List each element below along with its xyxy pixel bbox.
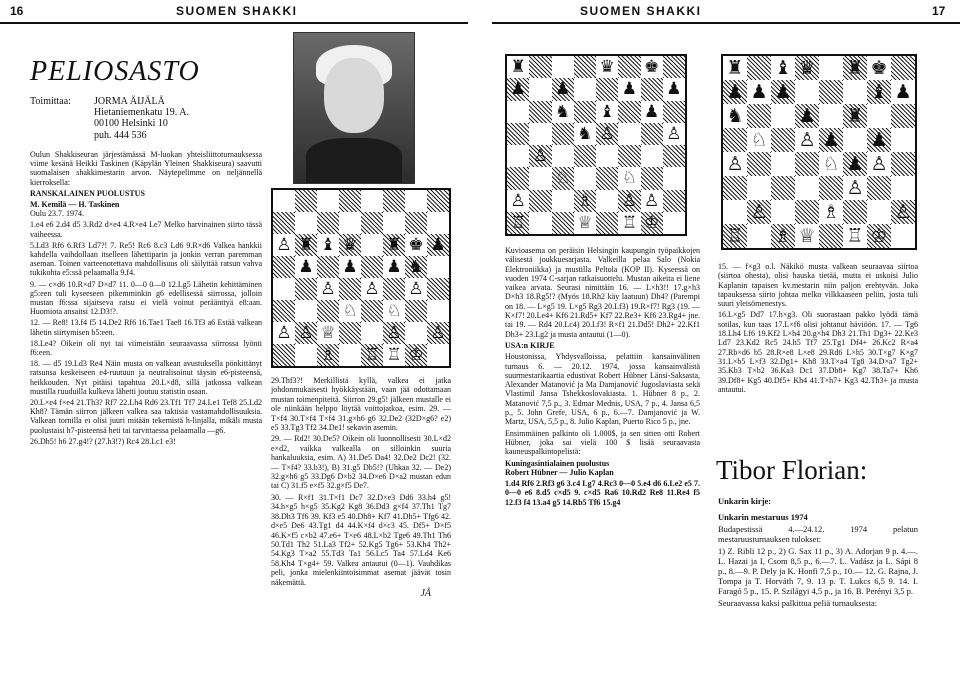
- board-square: [339, 190, 361, 212]
- chess-piece-icon: ♛: [342, 235, 358, 255]
- tibor-text: 1) Z. Ribli 12 p., 2) G. Sax 11 p., 3) A. Adorjan 9 p. 4.—. L. Hazai ja I, Csom 8,5 p., 6.—7. L. Vadász ja L. Sápi 8 p., 8.—9. P. Dely ja K. Honfi 7,5 p., 10.— 12. G. Rajna, J. Tompa ja T. Horváth 7, 9. 13 p. T. Lukcs 6,5 9. 14. I. Faragó 5 p., 15. P. Szilágyi 4,5 p., ja 16. B. Perényi 3,5 p.: [718, 546, 918, 596]
- board-square: [771, 176, 795, 200]
- page-number-left: 16: [10, 4, 24, 18]
- board-square: [843, 128, 867, 152]
- board-square: [618, 145, 640, 167]
- board-square: [273, 256, 295, 278]
- signature: JÄ: [420, 587, 431, 599]
- board-square: [405, 300, 427, 322]
- board-square: [529, 167, 551, 189]
- chess-piece-icon: ♖: [510, 212, 526, 233]
- annotation-text: 15. — f×g3 o.l. Näkikö musta valkean seuraavaa siirtoa (siirtoa ohesta), olisi hauska tietää, mutta ei uskoisi Julio Kaplanin tapaisen kv.mestarin niin paljon erehtyvän. Joka tapauksessa siirto johtaa melko vilkkaaseen peliin, josta tuli suuri yleisömenestys.: [718, 262, 918, 309]
- board-square: [361, 300, 383, 322]
- board-square: [663, 190, 685, 212]
- board-square: [596, 145, 618, 167]
- chess-piece-icon: ♝: [320, 235, 336, 255]
- board-square: [273, 212, 295, 234]
- opening-heading: Kuningasintialainen puolustus: [505, 458, 610, 468]
- board-square: [891, 56, 915, 80]
- board-square: [295, 300, 317, 322]
- board-square: [405, 322, 427, 344]
- editor-line: puh. 444 536: [94, 129, 147, 141]
- chess-piece-icon: ♞: [577, 123, 593, 144]
- board-square: [507, 167, 529, 189]
- board-square: [596, 212, 618, 234]
- board-square: [795, 152, 819, 176]
- board-square: [507, 145, 529, 167]
- chess-piece-icon: ♚: [644, 57, 660, 78]
- diagram-text: Kuvioasema on peräisin Helsingin kaupungin työpaikkojen välisestä joukkuesarjasta. Valkeilla pelaa Salo (Nokia Elektroniikka) ja mustilla Peltola (KOP II). Kyseessä on vuoden 1974 C-sarjan ratkaisuottelu. Mustan aikeita ei liene vaikea arvata. Seurasi nimittäin 16. — L×h3!! 17.g×h3 D×h3 18.Rg5!? (Myös 18.Rh2 käy laatuun) Dh4? (Parempi on 18. — L×g5 19. L×g5 Rg3 20.Lf3) 19.R×f7! Rg3 (19. — K×f7! 20.Le4+ Kf6 21.Rd5+ Kf7 22.Re3+ Kf6 23.Rg4+ jne. tai 19. — Rd4 20.Lc4) 20.Lf3! R×f1 21.Dd5! Dh2+ 22.Kf1 Dh3+ 23.Lg2 ja musta antautui (1—0).: [505, 246, 700, 339]
- chess-piece-icon: ♙: [726, 153, 744, 175]
- board-square: [383, 278, 405, 300]
- board-square: [361, 190, 383, 212]
- board-square: [383, 190, 405, 212]
- board-square: [273, 190, 295, 212]
- chess-piece-icon: ♜: [298, 235, 314, 255]
- chess-piece-icon: ♟: [750, 81, 768, 103]
- board-square: [552, 56, 574, 78]
- game-text: 30. — R×f1 31.T×f1 Dc7 32.D×e3 Dd6 33.h4 g5! 34.h×g5 h×g5 35.Kg2 Kg8 36.Dd3 g×f4 37.Th1 Tg7 38.Dh3 Tf6 39. Kf3 e5 40.Dh8+ Kf7 41.Dh5+ Tfg6 42. d×e5 De6 43.Tg1 d4 44.K×f4 d×c3 45. Df5+ D×f5 46.K×f5 c×b2 47.e6+ T×e6 48.L×b2 Tge6 49.Th1 Th6 50.Td1 Th2 51.La3 Tf2+ 52.Kg5 Tg6+ 53.Kh4 Th2+ 54.Kg3 T×a2 55.Td3 Ta1 56.Lc5 Ta4 57.Ld4 Ke6 58.Kh4 T×g4+ 59. Valkea antautui (0—1). Vauhdikas peli, jonka mielenkiintoisimmat asemat jäävät tosin näkemättä.: [271, 492, 451, 587]
- board-square: [596, 167, 618, 189]
- board-square: [529, 190, 551, 212]
- chess-piece-icon: ♔: [408, 345, 424, 365]
- board-square: [747, 56, 771, 80]
- chess-diagram-3: [721, 54, 917, 250]
- board-square: [723, 176, 747, 200]
- column-1: [30, 150, 262, 448]
- game-text: 20.L×e4 f×e4 21.Th3? Rf7 22.Lh4 Rd6 23.Tf1 Tf7 24.Le1 Tef8 25.Ld2 Kh8? Tämän siirron jälkeen valkea saa taktisia vastamahdollisuuksia. Valkean tornilla ei olisi juuri mitään tekemistä h-linjalla, mikäli musta puolustaisi h7-pisteensä heti tai tarvittaessa pelaamalla —g6.: [30, 398, 262, 435]
- intro-paragraph: Oulun Shakkiseuran järjestämässä M-luokan yhteisliittoturnauksessa viime kesänä Heikki Taskinen (Käpylän Yleinen Shakkiseura) saavutti suomalaisen shakkimestarin arvon. Näytepelimme on neljännellä kierroksella:: [30, 150, 262, 187]
- column-3: [505, 246, 700, 509]
- board-square: [552, 123, 574, 145]
- chess-piece-icon: ♟: [726, 81, 744, 103]
- board-square: [641, 123, 663, 145]
- running-title-left: SUOMEN SHAKKI: [176, 4, 298, 18]
- tibor-text: Seuraavassa kaksi palkittua peliä turnauksesta:: [718, 598, 878, 608]
- chess-piece-icon: ♟: [386, 257, 402, 277]
- board-square: [427, 300, 449, 322]
- chess-piece-icon: ♙: [666, 123, 682, 144]
- tibor-label: Unkarin kirje:: [718, 496, 772, 506]
- board-square: [552, 190, 574, 212]
- board-square: [891, 128, 915, 152]
- board-square: [663, 167, 685, 189]
- board-square: [574, 78, 596, 100]
- board-square: [317, 300, 339, 322]
- board-square: [295, 190, 317, 212]
- board-square: [819, 56, 843, 80]
- header-rule-left: [0, 22, 468, 24]
- game-text: 18.Le4? Oikein oli nyt tai viimeistään seuraavassa siirrossa lyönti f6:een.: [30, 338, 262, 358]
- chess-piece-icon: ♟: [621, 79, 637, 100]
- board-square: [574, 56, 596, 78]
- board-square: [339, 344, 361, 366]
- usa-letter-heading: USA:n KIRJE: [505, 340, 555, 350]
- houston-text: Houstonissa, Yhdysvalloissa, pelattiin kansainvälinen turnaus 6. — 20.12. 1974, jossa kansainvälistä suurmestarikaartia edustivat Robert Hübner Länsi-Saksasta, Alexander Matanović ja Ma Damjanović Jugoslaviasta sekä Vlastimil Jansa Tshekkoslovakiasta. 1. Hübner 8 p., 2. Matanović 7,5 p., 3. Edmar Mednis, USA, 7 p., 4. Jansa 6,5 p., 5. John Grefe, USA, 6 p., 6.—7. Damjanović ja W. Martz, USA, 5,5 p., 8. Julio Kaplan, Puerto Rico 5 p., jne.: [505, 352, 700, 427]
- chess-piece-icon: ♙: [408, 279, 424, 299]
- board-square: [747, 176, 771, 200]
- board-square: [618, 123, 640, 145]
- board-square: [663, 101, 685, 123]
- tibor-title: Tibor Florian:: [716, 455, 868, 485]
- prize-text: Ensimmäinen palkinto oli 1.000$, ja sen sitten otti Robert Hübner, joka sai vielä 100 $ lisää seuraavasta kauneuspalkintopelistä:: [505, 428, 700, 457]
- chess-piece-icon: ♕: [798, 225, 816, 247]
- board-square: [361, 322, 383, 344]
- chess-piece-icon: ♗: [822, 201, 840, 223]
- chess-piece-icon: ♟: [846, 153, 864, 175]
- chess-piece-icon: ♟: [298, 257, 314, 277]
- chess-piece-icon: ♙: [894, 201, 912, 223]
- chess-piece-icon: ♙: [276, 323, 292, 343]
- board-square: [819, 80, 843, 104]
- board-square: [273, 300, 295, 322]
- chess-piece-icon: ♙: [532, 146, 548, 167]
- chess-piece-icon: ♙: [510, 190, 526, 211]
- chess-piece-icon: ♙: [386, 323, 402, 343]
- chess-piece-icon: ♗: [577, 190, 593, 211]
- moves-text: 1.d4 Rf6 2.Rf3 g6 3.c4 Lg7 4.Rc3 0—0 5.e4 d6 6.Le2 e5 7. 0—0 e6 8.d5 c×d5 9. c×d5 Ra6 10.Rd2 Re8 11.Re4 f5 12.f3 f4 13.a4 g5 14.Rb5 Tf6 15.g4: [505, 479, 700, 507]
- game-text: 9. — c×d6 10.R×d7 D×d7 11. 0—0 0—0 12.Lg5 Lähetin kehittäminen g5:een tuli kyseeseen pikemminkin g6 edellisessä siirrossa, jolloin mustan f6:ssa sijaitseva ratsu ei vielä voinut peräänttyä e8:aan. Huomiota ansaitsi 12.D3!?.: [30, 279, 262, 317]
- chess-piece-icon: ♙: [430, 323, 446, 343]
- chess-piece-icon: ♞: [408, 257, 424, 277]
- board-square: [574, 101, 596, 123]
- game-text: 18. — d5 19.Ld3 Re4 Näin musta on valkean avustuksella pönkittänyt ratsunsa keskeiseen e4-ruutuun ja neutralisoinut täysin e6-pisteensä, heikkouden. Nyt pitäisi tapahtua 20.L×d8, sillä jatkossa valkean mustilla ruuduilla kulkeva lähetti joutuu statistin osaan.: [30, 359, 262, 396]
- board-square: [529, 101, 551, 123]
- board-square: [819, 224, 843, 248]
- chess-piece-icon: ♜: [846, 57, 864, 79]
- tibor-text: Budapestissä 4.—24.12. 1974 pelatun mestaruusturnauksen tulokset:: [718, 524, 918, 544]
- chess-piece-icon: ♖: [726, 225, 744, 247]
- chess-piece-icon: ♜: [846, 105, 864, 127]
- chess-piece-icon: ♙: [298, 323, 314, 343]
- chess-piece-icon: ♝: [774, 57, 792, 79]
- chess-diagram-2: [505, 54, 687, 236]
- board-square: [819, 104, 843, 128]
- board-square: [891, 176, 915, 200]
- chess-piece-icon: ♟: [644, 101, 660, 122]
- board-square: [723, 200, 747, 224]
- chess-piece-icon: ♖: [386, 345, 402, 365]
- board-square: [295, 344, 317, 366]
- chess-piece-icon: ♗: [774, 225, 792, 247]
- board-square: [361, 212, 383, 234]
- chess-piece-icon: ♝: [870, 81, 888, 103]
- page-header: [0, 0, 960, 22]
- board-square: [427, 212, 449, 234]
- board-square: [771, 128, 795, 152]
- chess-piece-icon: ♘: [822, 153, 840, 175]
- board-square: [574, 145, 596, 167]
- chess-piece-icon: ♙: [846, 177, 864, 199]
- chess-piece-icon: ♜: [386, 235, 402, 255]
- board-square: [596, 78, 618, 100]
- chess-piece-icon: ♖: [846, 225, 864, 247]
- chess-piece-icon: ♙: [621, 190, 637, 211]
- board-square: [771, 200, 795, 224]
- chess-piece-icon: ♞: [726, 105, 744, 127]
- game-text: 26.Dh5! h6 27.g4!? (27.h3!?) Rc4 28.Lc1 e3!: [30, 436, 176, 446]
- section-title: PELIOSASTO: [30, 56, 200, 87]
- board-square: [891, 152, 915, 176]
- chess-piece-icon: ♙: [320, 279, 336, 299]
- board-square: [405, 190, 427, 212]
- chess-piece-icon: ♟: [870, 129, 888, 151]
- board-square: [529, 212, 551, 234]
- player-photo: [293, 32, 415, 184]
- board-square: [405, 212, 427, 234]
- players-heading: Robert Hübner — Julio Kaplan: [505, 467, 614, 477]
- chess-piece-icon: ♟: [342, 257, 358, 277]
- page-number-right: 17: [932, 4, 946, 18]
- tibor-column: [718, 496, 918, 610]
- board-square: [641, 167, 663, 189]
- chess-piece-icon: ♜: [510, 57, 526, 78]
- board-square: [507, 101, 529, 123]
- board-square: [843, 80, 867, 104]
- chess-piece-icon: ♜: [726, 57, 744, 79]
- chess-piece-icon: ♝: [599, 101, 615, 122]
- chess-piece-icon: ♖: [364, 345, 380, 365]
- board-square: [383, 212, 405, 234]
- header-rule-right: [492, 22, 960, 24]
- editor-block: [30, 96, 270, 141]
- board-square: [339, 322, 361, 344]
- game-date: Oulu 23.7. 1974.: [30, 209, 84, 219]
- board-square: [596, 190, 618, 212]
- chess-piece-icon: ♔: [644, 212, 660, 233]
- board-square: [317, 190, 339, 212]
- board-square: [574, 167, 596, 189]
- board-square: [427, 256, 449, 278]
- board-square: [529, 56, 551, 78]
- editor-line: Hietaniemenkatu 19. A.: [94, 107, 189, 119]
- chess-piece-icon: ♛: [798, 57, 816, 79]
- board-square: [641, 145, 663, 167]
- chess-piece-icon: ♞: [555, 101, 571, 122]
- chess-piece-icon: ♟: [774, 81, 792, 103]
- chess-piece-icon: ♙: [870, 153, 888, 175]
- chess-piece-icon: ♙: [364, 279, 380, 299]
- board-square: [663, 56, 685, 78]
- column-2: [271, 376, 451, 600]
- board-square: [891, 224, 915, 248]
- board-square: [747, 152, 771, 176]
- board-square: [819, 176, 843, 200]
- chess-piece-icon: ♕: [320, 323, 336, 343]
- editor-label: Toimittaa:: [30, 96, 71, 107]
- chess-piece-icon: ♟: [555, 79, 571, 100]
- board-square: [552, 145, 574, 167]
- chess-piece-icon: ♟: [822, 129, 840, 151]
- board-square: [427, 344, 449, 366]
- board-square: [507, 123, 529, 145]
- game-players: M. Kemilä — H. Taskinen: [30, 200, 120, 210]
- board-square: [795, 200, 819, 224]
- game-text: 5.Ld3 Rf6 6.Rf3 Ld7?! 7. Re5! Rc6 8.c3 Ld6 9.R×d6 Valkea hankkii kahdella vaihdollaan itselleen lähettiparin ja jonkin verran paremman aseman. Toinen varteenotettava mahdollisuus oli säilyttää ratsun vahva tukikohta e5:ssä pelaamalla 9.f4.: [30, 240, 262, 278]
- chess-piece-icon: ♟: [510, 79, 526, 100]
- chess-piece-icon: ♘: [750, 129, 768, 151]
- chess-piece-icon: ♔: [870, 225, 888, 247]
- board-square: [295, 212, 317, 234]
- chess-piece-icon: ♙: [599, 123, 615, 144]
- board-square: [427, 190, 449, 212]
- board-square: [663, 212, 685, 234]
- chess-piece-icon: ♙: [276, 235, 292, 255]
- chess-piece-icon: ♙: [750, 201, 768, 223]
- chess-piece-icon: ♘: [621, 168, 637, 189]
- board-square: [317, 212, 339, 234]
- board-square: [747, 104, 771, 128]
- board-square: [317, 256, 339, 278]
- moves-text: 16.L×g5 Dd7 17.h×g3. Oli suorastaan pakko lyödä tämä sotilas, kun taas 17.L×f6 olisi johtanut häviöön. 17. — Tg6 18.Lh4 Lf6 19.Kf2 L×h4 20.g×h4 Dh3 21.Th1 Dg3+ 22.Ke3 Ld7 23.Kd2 Rc5 24.h5 Tf7 25.Tg1 Df4+ 26.Kc2 R×a4 27.Rb×d6 b5 28.R×e8 L×e8 29.Rd6 L×h5 30.T×g7 K×g7 31.L×b5 L×f3 32.Dg1+ Kh8 33.T×a4 Tg8 34.D×a7 Tg2+ 35.Kb3 T×b2 36.Ka3 Dc1 37.Db8+ Kg7 38.Ta7+ Kh6 39.Df8+ Kg5 40.Df5+ Kh4 41.T×h7+ Kg3 42.Th3+ ja musta antautui.: [718, 310, 918, 394]
- board-square: [747, 224, 771, 248]
- chess-diagram-1: [271, 188, 451, 368]
- board-square: [295, 278, 317, 300]
- game-text: 1.e4 e6 2.d4 d5 3.Rd2 d×e4 4.R×e4 Le7 Melko harvinainen siirto tässä vaiheessa.: [30, 220, 262, 239]
- chess-piece-icon: ♘: [342, 301, 358, 321]
- chess-piece-icon: ♟: [798, 105, 816, 127]
- chess-piece-icon: ♘: [386, 301, 402, 321]
- board-square: [843, 200, 867, 224]
- board-square: [273, 344, 295, 366]
- board-square: [723, 128, 747, 152]
- board-square: [529, 78, 551, 100]
- chess-piece-icon: ♘: [555, 168, 571, 189]
- game-text: 12. — Re8! 13.f4 f5 14.De2 Rf6 16.Tae1 Tae8 16.Tf3 a6 Estää valkean lähetin siirtymisen b5:een.: [30, 318, 262, 337]
- board-square: [867, 176, 891, 200]
- board-square: [618, 56, 640, 78]
- chess-piece-icon: ♚: [870, 57, 888, 79]
- chess-piece-icon: ♚: [408, 235, 424, 255]
- chess-piece-icon: ♟: [894, 81, 912, 103]
- chess-piece-icon: ♙: [644, 190, 660, 211]
- tibor-subhead: Unkarin mestaruus 1974: [718, 512, 808, 522]
- board-square: [795, 176, 819, 200]
- chess-piece-icon: ♗: [320, 345, 336, 365]
- board-square: [552, 212, 574, 234]
- board-square: [273, 278, 295, 300]
- game-opening-heading: RANSKALAINEN PUOLUSTUS: [30, 188, 145, 198]
- editor-line: 00100 Helsinki 10: [94, 118, 168, 130]
- board-square: [361, 256, 383, 278]
- board-square: [339, 278, 361, 300]
- board-square: [663, 145, 685, 167]
- chess-piece-icon: ♖: [621, 212, 637, 233]
- board-square: [339, 212, 361, 234]
- chess-piece-icon: ♟: [430, 235, 446, 255]
- chess-piece-icon: ♕: [577, 212, 593, 233]
- chess-piece-icon: ♙: [798, 129, 816, 151]
- game-text: 29. — Rd2! 30.De5? Oikein oli luonnollisesti 30.L×d2 e×d2, vaikka valkealla on silloinkin suuria hankaluuksia, esim. A) 31.De5 Da4! 32.De2 Dc2! (32. — T×f4? 33.b3!), B) 31.g5 Db5!? (Uhkaa 32. — De2) 32.g×h6 g5 33.Dg6 D×b2 34.D×e6 D×a2 mustan edun tai C) 31.f5 e×f5 32.g×f5 De7.: [271, 434, 451, 491]
- board-square: [771, 152, 795, 176]
- board-square: [529, 123, 551, 145]
- board-square: [361, 234, 383, 256]
- chess-piece-icon: ♛: [599, 57, 615, 78]
- chess-piece-icon: ♟: [666, 79, 682, 100]
- board-square: [891, 104, 915, 128]
- board-square: [795, 80, 819, 104]
- editor-line: JORMA ÄIJÄLÄ: [94, 96, 165, 107]
- game-text: 29.Thf3?! Merkillistä kyllä, valkea ei jatka johdonmukaisesti hyökkäystään, vaan jää odottamaan mustan toimenpiteitä. Siirron 29.g5! jälkeen mustalle ei ole niinkään helppo löytää voittojatkoa, esim. 29. — T×f4 30.T×f4 T×f4 31.g×h6 g6 32.De2 (32D×g6? e2) e5 33.Tg3 Tf2 34.De1! sekavin asemin.: [271, 376, 451, 433]
- column-4: [718, 262, 918, 396]
- board-square: [771, 104, 795, 128]
- board-square: [867, 200, 891, 224]
- board-square: [641, 78, 663, 100]
- board-square: [427, 278, 449, 300]
- board-square: [618, 101, 640, 123]
- board-square: [867, 104, 891, 128]
- running-title-right: SUOMEN SHAKKI: [580, 4, 702, 18]
